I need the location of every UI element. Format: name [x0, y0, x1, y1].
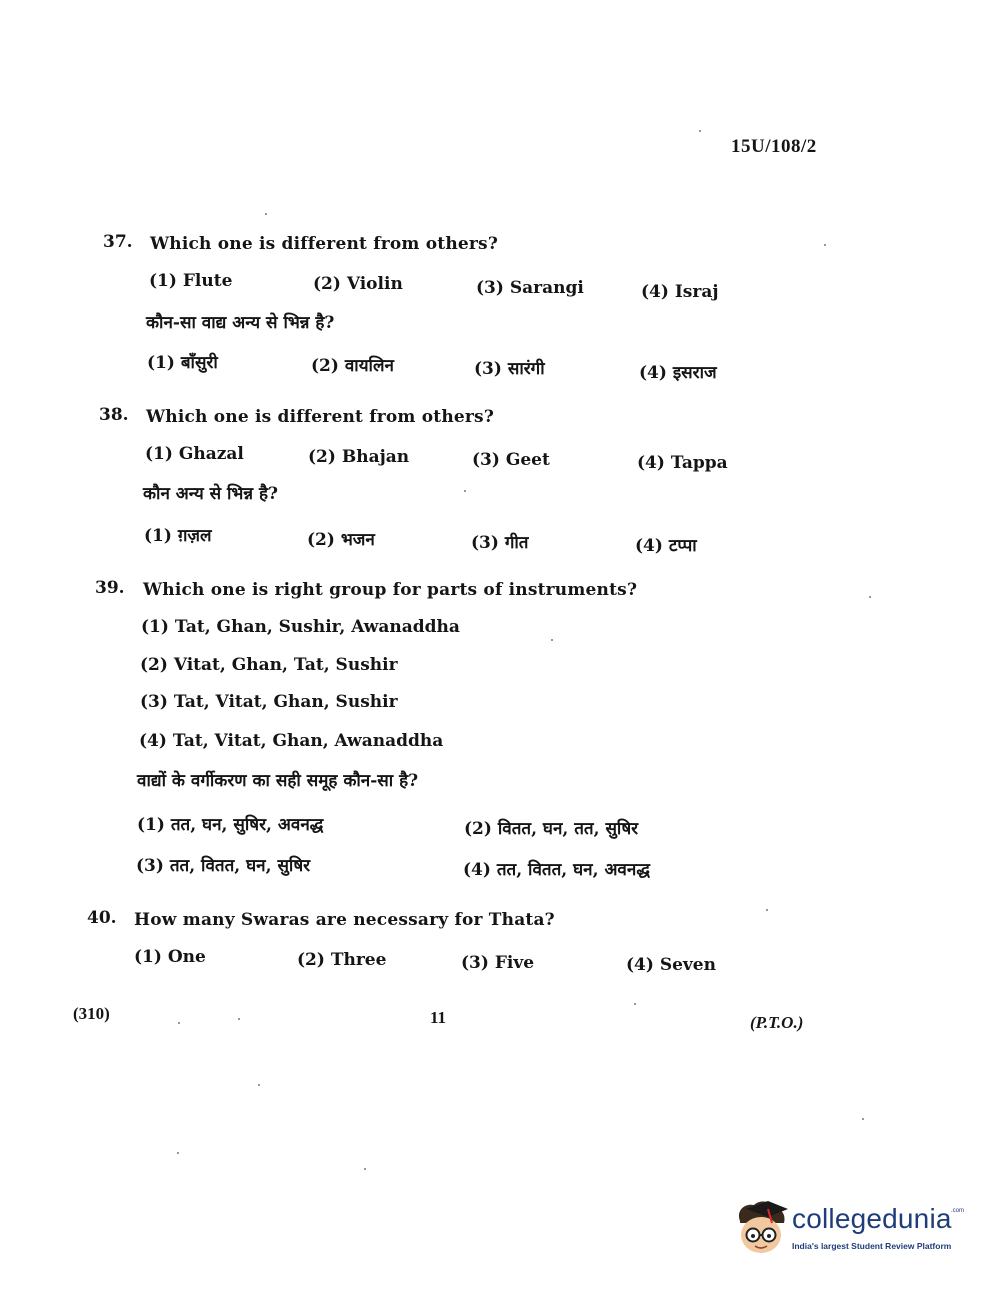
- question-39-hindi-option-2: (2) वितत, घन, तत, सुषिर: [464, 819, 639, 839]
- question-37-option-4: (4) Israj: [641, 282, 719, 302]
- brand-tagline: India's largest Student Review Platform: [792, 1241, 952, 1251]
- question-38-hindi-text: कौन अन्य से भिन्न है?: [143, 484, 278, 504]
- question-37-option-2: (2) Violin: [313, 274, 403, 294]
- scan-speck: [265, 213, 267, 215]
- question-37-hindi-option-1: (1) बाँसुरी: [147, 353, 218, 373]
- scan-speck: [766, 909, 768, 911]
- question-39-hindi-text: वाद्यों के वर्गीकरण का सही समूह कौन-सा है?: [137, 771, 419, 791]
- scan-speck: [258, 1084, 260, 1086]
- collegedunia-logo: [730, 1195, 965, 1265]
- question-39-hindi-option-1: (1) तत, घन, सुषिर, अवनद्ध: [137, 815, 324, 835]
- scan-speck: [178, 1022, 180, 1024]
- question-38-hindi-option-1: (1) ग़ज़ल: [144, 526, 212, 546]
- question-39-hindi-option-3: (3) तत, वितत, घन, सुषिर: [136, 856, 311, 876]
- question-37-hindi-option-4: (4) इसराज: [639, 363, 717, 383]
- question-38-option-3: (3) Geet: [472, 450, 550, 470]
- question-39-hindi-option-4: (4) तत, वितत, घन, अवनद्ध: [463, 860, 650, 880]
- question-38-hindi-option-3: (3) गीत: [471, 533, 529, 553]
- scan-speck: [862, 1118, 864, 1120]
- question-39-text: Which one is right group for parts of instruments?: [143, 580, 638, 600]
- question-37-text: Which one is different from others?: [150, 234, 498, 254]
- question-37-number: 37.: [103, 232, 133, 252]
- paper-code: 15U/108/2: [731, 136, 817, 157]
- question-37-hindi-text: कौन-सा वाद्य अन्य से भिन्न है?: [146, 313, 335, 333]
- question-38-option-4: (4) Tappa: [637, 453, 728, 473]
- question-39-option-4: (4) Tat, Vitat, Ghan, Awanaddha: [139, 731, 444, 751]
- question-37-hindi-option-2: (2) वायलिन: [311, 356, 394, 376]
- question-40-option-3: (3) Five: [461, 953, 535, 973]
- scan-speck: [699, 130, 701, 132]
- brand-domain: .com: [951, 1208, 965, 1214]
- scan-speck: [464, 490, 466, 492]
- question-37-option-3: (3) Sarangi: [476, 278, 584, 298]
- question-38-option-1: (1) Ghazal: [145, 444, 244, 464]
- question-39-option-1: (1) Tat, Ghan, Sushir, Awanaddha: [141, 617, 460, 637]
- question-39-number: 39.: [95, 578, 125, 598]
- mascot-icon: [732, 1197, 790, 1259]
- scan-speck: [551, 639, 553, 641]
- question-40-option-4: (4) Seven: [626, 955, 716, 975]
- scan-speck: [364, 1168, 366, 1170]
- question-39-option-3: (3) Tat, Vitat, Ghan, Sushir: [140, 692, 398, 712]
- brand-name: collegedunia: [792, 1203, 952, 1234]
- scan-speck: [824, 244, 826, 246]
- pto-note: (P.T.O.): [750, 1013, 804, 1032]
- question-40-option-2: (2) Three: [297, 950, 387, 970]
- question-38-hindi-option-2: (2) भजन: [307, 530, 375, 550]
- page-number: 11: [430, 1008, 447, 1027]
- question-38-option-2: (2) Bhajan: [308, 447, 410, 467]
- question-37-option-1: (1) Flute: [149, 271, 233, 291]
- footer-code: (310): [73, 1004, 110, 1023]
- scan-speck: [869, 596, 871, 598]
- question-40-number: 40.: [87, 908, 117, 928]
- scan-speck: [238, 1018, 240, 1020]
- question-39-option-2: (2) Vitat, Ghan, Tat, Sushir: [140, 655, 398, 675]
- question-40-text: How many Swaras are necessary for Thata?: [134, 910, 555, 930]
- question-38-hindi-option-4: (4) टप्पा: [635, 536, 697, 556]
- question-37-hindi-option-3: (3) सारंगी: [474, 359, 545, 379]
- scan-speck: [177, 1152, 179, 1154]
- scan-speck: [634, 1003, 636, 1005]
- question-38-number: 38.: [99, 405, 129, 425]
- question-40-option-1: (1) One: [134, 947, 206, 967]
- question-38-text: Which one is different from others?: [146, 407, 494, 427]
